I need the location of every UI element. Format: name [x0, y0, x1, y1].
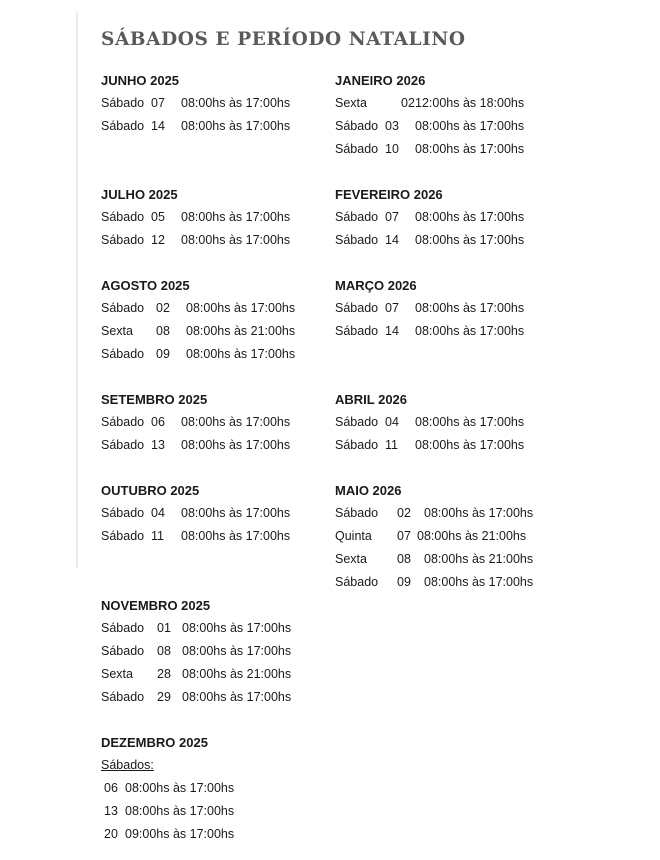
saturdays-sublabel: Sábados:: [101, 758, 154, 772]
schedule-row: [335, 206, 575, 229]
row-day: Sábado: [101, 529, 145, 543]
row-day: Sábado: [101, 347, 145, 361]
month-heading: SETEMBRO 2025: [101, 392, 208, 407]
row-hours: 08:00hs às 17:00hs: [415, 324, 525, 338]
row-day: Sexta: [101, 324, 133, 338]
row-date: 14: [385, 324, 399, 338]
schedule-row: [101, 115, 341, 138]
schedule-row: [335, 320, 575, 343]
row-day: Sábado: [101, 621, 145, 635]
row-day: Sábado: [101, 119, 145, 133]
month-block-abril-2026: [335, 388, 575, 457]
month-heading: JUNHO 2025: [101, 73, 180, 88]
month-block-setembro-2025: [101, 388, 341, 457]
schedule-row: [335, 138, 575, 161]
row-hours: 08:00hs às 17:00hs: [415, 415, 525, 429]
schedule-row: [335, 229, 575, 252]
row-date: 01: [157, 621, 171, 635]
row-hours: 08:00hs às 17:00hs: [182, 621, 292, 635]
row-date: 11: [151, 529, 164, 543]
row-hours: 08:00hs às 17:00hs: [181, 233, 291, 247]
row-date: 07: [385, 210, 399, 224]
month-heading: OUTUBRO 2025: [101, 483, 200, 498]
row-hours: 08:00hs às 17:00hs: [125, 781, 235, 795]
row-day: Quinta: [335, 529, 372, 543]
schedule-row: [101, 640, 341, 663]
row-day: Sexta: [101, 667, 133, 681]
row-hours: 08:00hs às 17:00hs: [181, 506, 291, 520]
row-hours: 08:00hs às 17:00hs: [181, 210, 291, 224]
month-heading: AGOSTO 2025: [101, 278, 190, 293]
schedule-row: [101, 297, 341, 320]
row-date: 12: [151, 233, 165, 247]
row-hours: 08:00hs às 17:00hs: [182, 644, 292, 658]
schedule-row: [101, 343, 341, 366]
row-hours: 08:00hs às 17:00hs: [415, 119, 525, 133]
row-date: 06: [104, 781, 118, 795]
schedule-row: [335, 525, 575, 548]
row-hours: 08:00hs às 17:00hs: [125, 804, 235, 818]
row-hours: 08:00hs às 17:00hs: [415, 438, 525, 452]
schedule-row: [101, 663, 341, 686]
month-block-novembro-2025: [101, 594, 341, 709]
schedule-row: [101, 617, 341, 640]
month-heading: FEVEREIRO 2026: [335, 187, 443, 202]
month-heading: MAIO 2026: [335, 483, 402, 498]
schedule-row: [335, 411, 575, 434]
month-heading: MARÇO 2026: [335, 278, 417, 293]
row-date: 08: [157, 644, 171, 658]
row-day: Sábado: [335, 438, 379, 452]
row-date: 07: [151, 96, 165, 110]
month-heading: DEZEMBRO 2025: [101, 735, 208, 750]
row-day: Sábado: [101, 210, 145, 224]
row-date: 13: [151, 438, 165, 452]
row-date: 20: [104, 827, 118, 841]
schedule-row: [335, 502, 575, 525]
schedule-row: [335, 548, 575, 571]
month-block-dezembro-2025: [101, 731, 341, 846]
row-day: Sábado: [335, 575, 379, 589]
row-hours: 08:00hs às 17:00hs: [415, 142, 525, 156]
row-date: 29: [157, 690, 171, 704]
month-heading: JULHO 2025: [101, 187, 178, 202]
row-hours: 08:00hs às 21:00hs: [186, 324, 296, 338]
row-date: 10: [385, 142, 399, 156]
row-day: Sábado: [335, 233, 379, 247]
row-hours: 08:00hs às 17:00hs: [415, 210, 525, 224]
row-date: 03: [385, 119, 399, 133]
month-block-fevereiro-2026: [335, 183, 575, 252]
row-hours: 08:00hs às 21:00hs: [417, 529, 527, 543]
page-title: SÁBADOS E PERÍODO NATALINO: [101, 29, 466, 50]
schedule-row: [101, 411, 341, 434]
row-day: Sábado: [335, 142, 379, 156]
row-date: 28: [157, 667, 171, 681]
row-date: 05: [151, 210, 165, 224]
schedule-row: [101, 92, 341, 115]
row-date: 11: [385, 438, 398, 452]
schedule-row: [335, 115, 575, 138]
row-hours: 09:00hs às 17:00hs: [125, 827, 235, 841]
row-day: Sábado: [101, 301, 145, 315]
row-date: 14: [151, 119, 165, 133]
row-day: Sábado: [101, 644, 145, 658]
row-hours: 08:00hs às 21:00hs: [182, 667, 292, 681]
row-day: Sábado: [101, 233, 145, 247]
row-date: 08: [156, 324, 170, 338]
month-block-agosto-2025: [101, 274, 341, 366]
row-hours: 08:00hs às 17:00hs: [424, 575, 534, 589]
row-day: Sábado: [335, 119, 379, 133]
row-hours: 08:00hs às 17:00hs: [415, 233, 525, 247]
schedule-row: [101, 823, 341, 846]
month-heading: JANEIRO 2026: [335, 73, 426, 88]
left-column: [101, 69, 341, 846]
row-date: 09: [156, 347, 170, 361]
month-heading: NOVEMBRO 2025: [101, 598, 211, 613]
schedule-row: [335, 297, 575, 320]
row-date: 08: [397, 552, 411, 566]
row-day: Sexta: [335, 552, 367, 566]
row-date: 04: [385, 415, 399, 429]
month-block-julho-2025: [101, 183, 341, 252]
row-date: 13: [104, 804, 118, 818]
row-day: Sábado: [335, 210, 379, 224]
schedule-row: [101, 320, 341, 343]
schedule-row: Sexta 02 12:00hs às 18:00hs: [335, 92, 575, 115]
schedule-row: [101, 777, 341, 800]
row-day: Sábado: [335, 415, 379, 429]
row-date: 02: [156, 301, 170, 315]
row-day: Sexta: [335, 96, 367, 110]
row-day: Sábado: [101, 506, 145, 520]
row-hours: 08:00hs às 17:00hs: [181, 415, 291, 429]
schedule-row: [101, 800, 341, 823]
left-border-rule: [76, 12, 78, 568]
row-hours: 08:00hs às 17:00hs: [181, 529, 291, 543]
month-block-junho-2025: [101, 69, 341, 138]
row-hours: 08:00hs às 17:00hs: [424, 506, 534, 520]
schedule-row: [335, 571, 575, 594]
schedule-row: [101, 434, 341, 457]
right-column: [335, 69, 575, 594]
schedule-row: [101, 229, 341, 252]
row-date: 06: [151, 415, 165, 429]
row-day: Sábado: [335, 506, 379, 520]
schedule-row: [101, 686, 341, 709]
row-day: Sábado: [101, 438, 145, 452]
row-day: Sábado: [101, 690, 145, 704]
row-hours: 08:00hs às 17:00hs: [181, 96, 291, 110]
row-date: 07: [397, 529, 411, 543]
row-day: Sábado: [335, 301, 379, 315]
month-block-marco-2026: [335, 274, 575, 343]
row-hours: 12:00hs às 18:00hs: [415, 96, 525, 110]
row-date: 02: [397, 506, 411, 520]
row-hours: 08:00hs às 17:00hs: [182, 690, 292, 704]
row-day: Sábado: [335, 324, 379, 338]
month-block-maio-2026: [335, 479, 575, 594]
row-hours: 08:00hs às 17:00hs: [415, 301, 525, 315]
row-day: Sábado: [101, 415, 145, 429]
row-hours: 08:00hs às 21:00hs: [424, 552, 534, 566]
schedule-row: [101, 525, 341, 548]
row-hours: 08:00hs às 17:00hs: [186, 301, 296, 315]
row-date: 09: [397, 575, 411, 589]
row-hours: 08:00hs às 17:00hs: [181, 438, 291, 452]
month-heading: ABRIL 2026: [335, 392, 408, 407]
month-block-outubro-2025: [101, 479, 341, 548]
schedule-row: [101, 502, 341, 525]
row-day: Sábado: [101, 96, 145, 110]
schedule-row: [101, 206, 341, 229]
row-date: 04: [151, 506, 165, 520]
schedule-row: [335, 434, 575, 457]
row-hours: 08:00hs às 17:00hs: [186, 347, 296, 361]
row-date: 14: [385, 233, 399, 247]
row-date: 07: [385, 301, 399, 315]
month-block-janeiro-2026: [335, 69, 575, 161]
row-hours: 08:00hs às 17:00hs: [181, 119, 291, 133]
